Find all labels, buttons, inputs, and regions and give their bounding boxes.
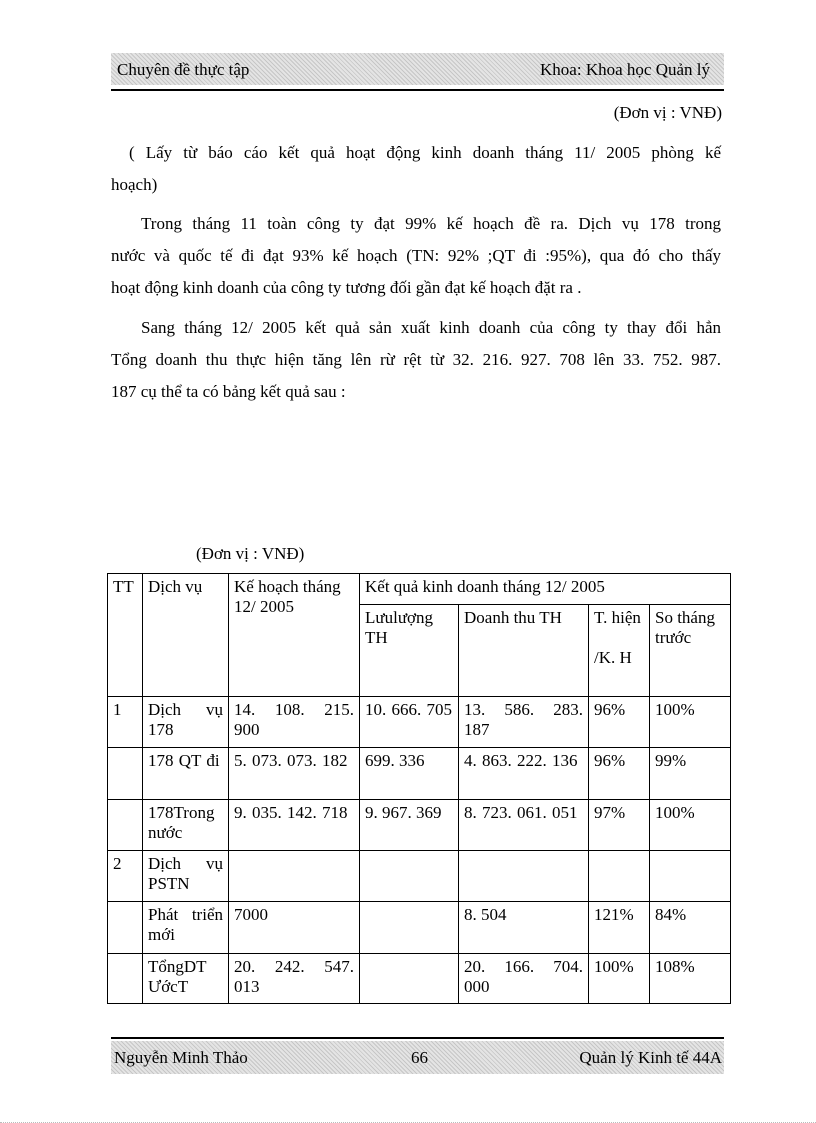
footer-rule: [111, 1037, 724, 1039]
cell-compare: 100%: [650, 800, 731, 851]
para2-line3: 187 cụ thể ta có bảng kết quả sau :: [111, 382, 346, 401]
para1-line2: nước và quốc tế đi đạt 93% kế hoạch (TN: 92% ;QT đi :95%), qua đó cho thấy: [111, 246, 721, 265]
cell-tt: [108, 902, 143, 954]
cell-percent: [589, 851, 650, 902]
header-th-kh-line1: T. hiện: [594, 608, 641, 627]
table-row: [108, 902, 731, 954]
cell-revenue: 8. 504: [459, 902, 589, 954]
header-tt: TT: [108, 574, 143, 697]
cell-tt: 1: [108, 697, 143, 748]
cell-percent: 96%: [589, 697, 650, 748]
cell-plan: 5. 073. 073. 182: [229, 748, 360, 800]
cell-volume: 10. 666. 705: [360, 697, 459, 748]
cell-plan: 14. 108. 215. 900: [229, 697, 360, 748]
cell-compare: [650, 851, 731, 902]
cell-service: Phát triển mới: [143, 902, 229, 954]
cell-volume: [360, 954, 459, 1004]
header-rule: [111, 89, 724, 91]
cell-service: TổngDT ƯớcT: [143, 954, 229, 1004]
cell-revenue: 8. 723. 061. 051: [459, 800, 589, 851]
cell-service: Dịch vụ PSTN: [143, 851, 229, 902]
header-left: Chuyên đề thực tập: [117, 60, 250, 79]
cell-volume: [360, 851, 459, 902]
cell-percent: 100%: [589, 954, 650, 1004]
cell-compare: 108%: [650, 954, 731, 1004]
para1-line3: hoạt động kinh doanh của công ty tương đối gần đạt kế hoạch đặt ra .: [111, 278, 582, 297]
header-dich-vu: Dịch vụ: [143, 574, 229, 697]
cell-service: 178 QT đi: [143, 748, 229, 800]
para1-line1: Trong tháng 11 toàn công ty đạt 99% kế hoạch đề ra. Dịch vụ 178 trong: [141, 214, 721, 233]
cell-tt: [108, 748, 143, 800]
page-header: [111, 53, 724, 85]
header-so-thang: So tháng trước: [650, 605, 731, 697]
table-row: [108, 697, 731, 748]
cell-percent: 121%: [589, 902, 650, 954]
cell-tt: [108, 954, 143, 1004]
para2-line1: Sang tháng 12/ 2005 kết quả sản xuất kinh doanh của công ty thay đổi hẳn: [141, 318, 721, 337]
table-row: [108, 800, 731, 851]
page-footer: [111, 1041, 724, 1074]
unit-note-top: (Đơn vị : VNĐ): [613, 103, 722, 122]
cell-revenue: [459, 851, 589, 902]
cell-plan: 9. 035. 142. 718: [229, 800, 360, 851]
results-table: [107, 573, 731, 1004]
cell-plan: [229, 851, 360, 902]
table-row: [108, 748, 731, 800]
header-doanh-thu: Doanh thu TH: [459, 605, 589, 697]
header-th-kh-line2: /K. H: [594, 648, 632, 667]
footer-class: Quản lý Kinh tế 44A: [579, 1048, 722, 1067]
header-ke-hoach: Kế hoạch tháng 12/ 2005: [229, 574, 360, 697]
cell-revenue: 13. 586. 283. 187: [459, 697, 589, 748]
table-row: [108, 954, 731, 1004]
cell-compare: 100%: [650, 697, 731, 748]
source-note-line2: hoạch): [111, 175, 158, 194]
para2-line2: Tổng doanh thu thực hiện tăng lên rừ rệt từ 32. 216. 927. 708 lên 33. 752. 987.: [111, 350, 721, 369]
footer-author: Nguyễn Minh Thảo: [114, 1048, 248, 1067]
cell-volume: 9. 967. 369: [360, 800, 459, 851]
cell-plan: 20. 242. 547. 013: [229, 954, 360, 1004]
header-th-kh: [589, 605, 650, 697]
header-luu-luong: Lưulượng TH: [360, 605, 459, 697]
cell-service: Dịch vụ 178: [143, 697, 229, 748]
source-note-line1: ( Lấy từ báo cáo kết quả hoạt động kinh doanh tháng 11/ 2005 phòng kế: [129, 143, 721, 162]
cell-volume: 699. 336: [360, 748, 459, 800]
cell-volume: [360, 902, 459, 954]
table-row: [108, 851, 731, 902]
cell-plan: 7000: [229, 902, 360, 954]
cell-percent: 97%: [589, 800, 650, 851]
header-ket-qua: Kết quả kinh doanh tháng 12/ 2005: [360, 574, 731, 605]
header-right: Khoa: Khoa học Quản lý: [540, 60, 710, 79]
unit-note-table: (Đơn vị : VNĐ): [196, 544, 305, 563]
cell-tt: 2: [108, 851, 143, 902]
page-number: 66: [411, 1048, 428, 1067]
cell-compare: 84%: [650, 902, 731, 954]
cell-tt: [108, 800, 143, 851]
cell-service: 178Trong nước: [143, 800, 229, 851]
cell-compare: 99%: [650, 748, 731, 800]
cell-percent: 96%: [589, 748, 650, 800]
cell-revenue: 4. 863. 222. 136: [459, 748, 589, 800]
cell-revenue: 20. 166. 704. 000: [459, 954, 589, 1004]
